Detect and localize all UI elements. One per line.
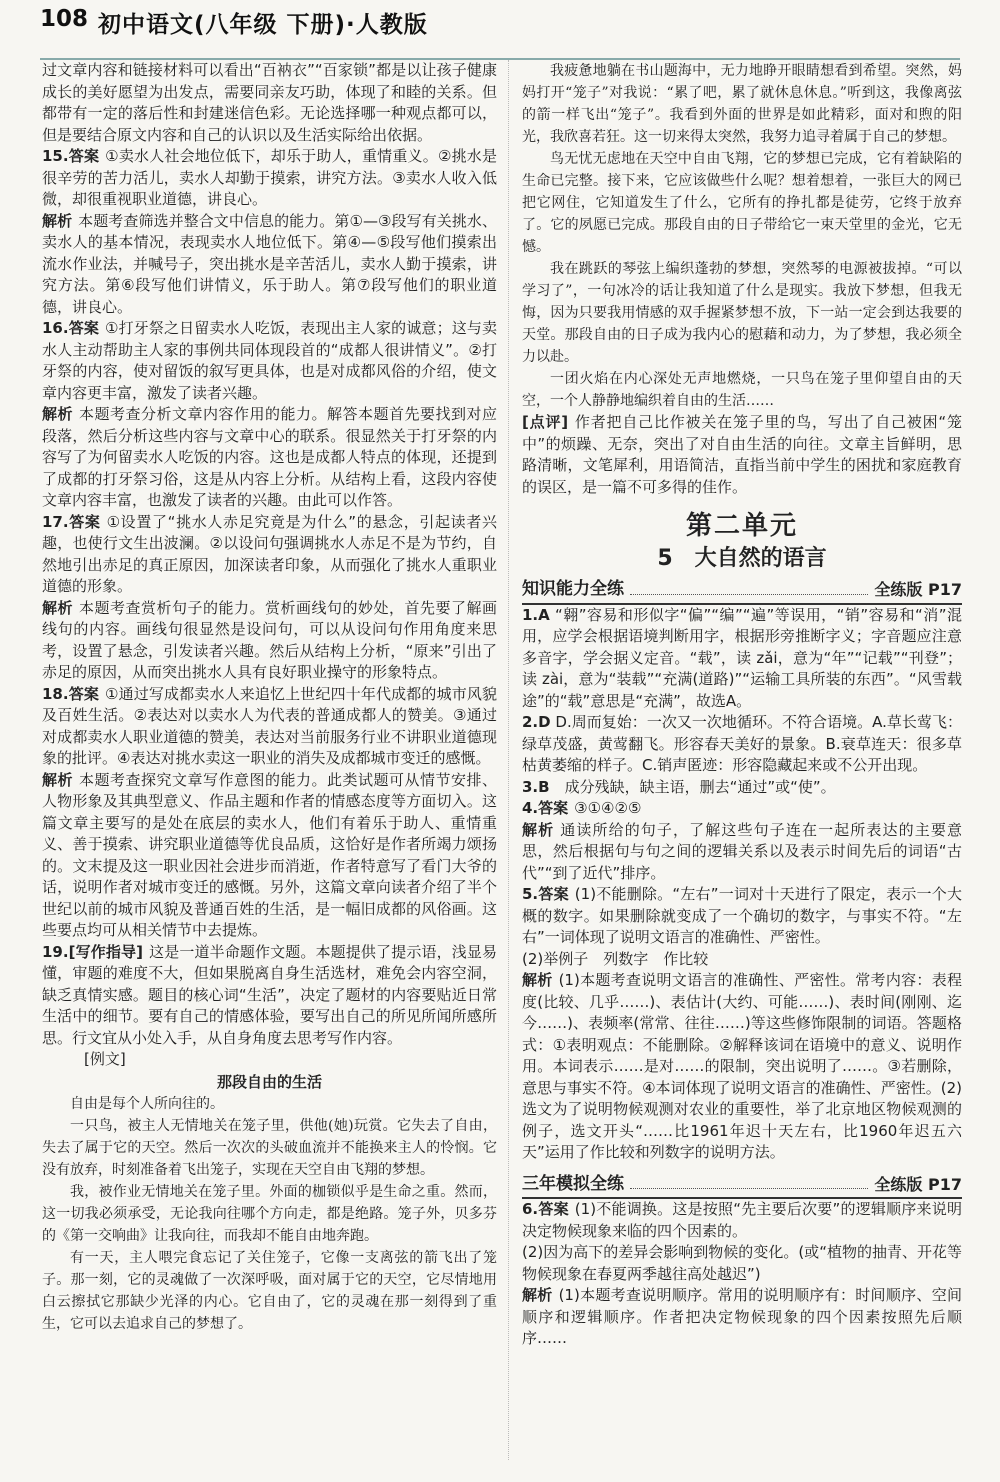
q17-answer [42, 512, 497, 598]
essay-paragraph: 自由是每个人所向往的。 [70, 1095, 224, 1112]
a6-explanation-tag: 解析 [522, 1286, 553, 1304]
lesson-title: 5 大自然的语言 [657, 545, 827, 571]
q16-explanation-text: 本题考查分析文章内容作用的能力。解答本题首先要找到对应段落，然后分析这些内容与文章中心的联系。很显然关于打牙祭的内容写了为何留卖水人吃饭的内容。这也是成都人特点的体现，还提到了成都的打牙祭习俗，这是从内容上分析。从结构上看，这段内容使文章内容丰富，也激发了读者的兴趣。由此可以作答。 [42, 405, 497, 509]
intro-text: 过文章内容和链接材料可以看出“百衲衣”“百家锁”都是以让孩子健康成长的美好愿望为出发点，需要同亲友巧助，体现了和睦的关系。但都带有一定的落后性和封建迷信色彩。无论选择哪一种观点都可以，但是要结合原文内容和自己的认识以及生活实际给出依据。 [42, 61, 497, 144]
q16-answer-tag: 答案 [68, 319, 100, 337]
q18-answer [42, 684, 497, 770]
a6-answer-part2: (2)因为高下的差异会影响到物候的变化。(或“植物的抽青、开花等物候现象在春夏两季越往高处越迟”) [522, 1243, 962, 1283]
q17-answer-tag: 答案 [68, 512, 101, 531]
q19-guidance-tag: [写作指导] [68, 942, 143, 961]
a6-answer [522, 1199, 962, 1242]
a4-explanation-text: 通读所给的句子，了解这些句子连在一起所表达的主要意思，然后根据句与句之间的逻辑关系以及表示时间先后的词语“古代”“到了近代”排序。 [522, 820, 962, 882]
q18-answer-tag: 答案 [68, 684, 100, 703]
q15-number: 15. [42, 147, 69, 165]
q15-answer-tag: 答案 [68, 147, 100, 165]
a5-explanation-text: (1)本题考查说明文语言的准确性、严密性。常考内容：表程度(比较、几乎……)、表估计(大约、可能……)、表时间(刚刚、迄今……)、表频率(常常、往往……)等这些修饰限制的词语。答题格式：①表明观点：不能删除。②解释该词在语境中的意义、说明作用。本词表示……是对……的限制，突出说明了……。③若删除，意思与事实不符。④本词体现了说明文语言的准确性、严密性。(2)选文为了说明物候观测对农业的重要性，举了北京地区物候观测的例子，选文开头“……比1961年迟十天左右，比1960年迟五六天”运用了作比较和列数字的说明方法。 [522, 971, 962, 1161]
section-name: 知识能力全练 [522, 579, 624, 599]
section-header-simulation [522, 1174, 962, 1200]
q18-answer-text: ①通过写成都卖水人来追忆上世纪四十年代成都的城市风貌及百姓生活。②表达对以卖水人为代表的普通成都人的赞美。③通过对成都卖水人职业道德的赞美，表达对当前服务行业不讲职业道德现象的批评。④表达对挑水卖这一职业的消失及成都城市变迁的感慨。 [42, 684, 497, 767]
essay-paragraph: 我，被作业无情地关在笼子里。外面的枷锁似乎是生命之重。然而，这一切我必须承受，无论我向往哪个方向走，都是绝路。笼子外，贝多芬的《第一交响曲》让我向往，而我却不能自由地奔跑。 [42, 1183, 497, 1244]
essay-paragraph: 我疲惫地躺在书山题海中，无力地睁开眼睛想看到希望。突然，妈妈打开“笼子”对我说：“累了吧，累了就休息休息。”听到这，我像离弦的箭一样飞出“笼子”。我看到外面的世界是如此精彩，面对和煦的阳光，我欣喜若狂。这一切来得太突然，我努力追寻着属于自己的梦想。 [522, 63, 962, 145]
essay-paragraph: 鸟无忧无虑地在天空中自由飞翔，它的梦想已完成，它有着缺陷的生命已完整。接下来，它应该做些什么呢？想着想着，一张巨大的网已把它网住，它知道发生了什么，它所有的挣扎都是徒劳，它终于放弃了。它的夙愿已完成。那段自由的日子带给它一束天堂里的金光，它无憾。 [522, 151, 962, 255]
a5-answer [522, 884, 962, 949]
section-name: 三年模拟全练 [522, 1173, 624, 1194]
example-tag: [例文] [84, 1050, 126, 1068]
comment [522, 412, 962, 498]
q16-answer-text: ①打牙祭之日留卖水人吃饭，表现出主人家的诚意；这与卖水人主动帮助主人家的事例共同体现段首的“成都人很讲情义”。②打牙祭的内容，使对留饭的叙写更具体，也是对成都风俗的介绍，使文章内容更丰富，激发了读者兴趣。 [42, 319, 497, 402]
q16-answer [42, 318, 497, 404]
q17-explanation-text: 本题考查赏析句子的能力。赏析画线句的妙处，首先要了解画线句的内容。画线句很显然是设问句，可以从设问句作用角度来思考，设置了悬念，引发读者兴趣。然后从结构上分析，“原来”引出了赤足的原因，从而突出挑水人具有良好职业操守的形象特点。 [42, 598, 497, 681]
a4-answer [522, 798, 962, 820]
q18-number: 18. [42, 684, 69, 703]
q17-answer-text: ①设置了“挑水人赤足究竟是为什么”的悬念，引起读者兴趣，也使行文生出波澜。②以设问句强调挑水人赤足不是为节约，自然地引出赤足的真正原因，加深读者印象，从而强化了挑水人重职业道德的形象。 [42, 512, 497, 595]
q18-explanation [42, 770, 497, 942]
q19-guidance-text: 这是一道半命题作文题。本题提供了提示语，浅显易懂，审题的难度不大，但如果脱离自身生活选材，难免会内容空洞，缺乏真情实感。题目的核心词“生活”，决定了题材的内容要贴近日常生活中的细节。要有自己的情感体验，要写出自己的所见所闻所感所思。行文宜从小处入手，从自身角度去思考写作内容。 [42, 942, 497, 1047]
comment-tag: [点评] [522, 413, 569, 431]
q17-number: 17. [42, 512, 69, 531]
essay-title: 那段自由的生活 [216, 1072, 322, 1091]
a5-answer-text: (1)不能删除。“左右”一词对十天进行了限定，表示一个大概的数字。如果删除就变成了一个确切的数字，与事实不符。“左右”一词体现了说明文语言的准确性、严密性。 [522, 885, 962, 946]
q18-explanation-text: 本题考查探究文章写作意图的能力。此类试题可从情节安排、人物形象及其典型意义、作品主题和作者的情感态度等方面切入。这篇文章主要写的是处在底层的卖水人，他们有着乐于助人、重情重义、善于摸索、讲究职业道德等优良品质，这恰好是作者所竭力颂扬的。文末提及这一职业因社会进步而消逝，作者特意写了看门大爷的话，说明作者对城市变迁的感慨。另外，这篇文章向读者介绍了半个世纪以前的城市风貌及普通百姓的生活，是一幅旧成都的风俗画。这些要点均可从相关情节中去提炼。 [42, 770, 497, 939]
essay-paragraph: 一只鸟，被主人无情地关在笼子里，供他(她)玩赏。它失去了自由，失去了属于它的天空。然后一次次的头破血流并不能换来主人的怜悯。它没有放弃，时刻准备着飞出笼子，实现在天空自由飞翔的梦想。 [42, 1117, 497, 1178]
a6-answer-text: (1)不能调换。这是按照“先主要后次要”的逻辑顺序来说明决定物候现象来临的四个因素的。 [522, 1200, 962, 1240]
a2-number: 2.D [522, 713, 551, 731]
q15-explanation-text: 本题考查筛选并整合文中信息的能力。第①—③段写有关挑水、卖水人的基本情况，表现卖水人地位低下。第④—⑤段写他们摸索出流水作业法，并喊号子，突出挑水是辛苦活儿，卖水人勤于摸索，讲究方法。第⑥段写他们讲情义，乐于助人。第⑦段写他们的职业道德，讲良心。 [42, 211, 497, 316]
a5-explanation-tag: 解析 [522, 971, 553, 989]
right-column [522, 60, 962, 1350]
a1 [522, 605, 962, 713]
section-ref: 全练版 P17 [874, 1174, 962, 1194]
column-divider [508, 60, 510, 1460]
section-header-knowledge [522, 579, 962, 605]
comment-text: 作者把自己比作被关在笼子里的鸟，写出了自己被困“笼中”的烦躁、无奈，突出了对自由生活的向往。文章主旨鲜明，思路清晰，文笔犀利，用语简洁，直指当前中学生的困扰和家庭教育的误区，是一篇不可多得的佳作。 [522, 413, 962, 496]
a4-answer-tag: 答案 [538, 799, 569, 817]
section-ref: 全练版 P17 [874, 580, 962, 599]
a5-answer-tag: 答案 [538, 885, 569, 903]
section-dots [630, 1174, 868, 1190]
a6-answer-tag: 答案 [538, 1200, 569, 1218]
a2 [522, 712, 962, 777]
a4-number: 4. [522, 799, 539, 817]
a3-text: 成分残缺，缺主语，删去“通过”或“使”。 [564, 777, 836, 796]
example-essay [42, 1071, 497, 1335]
a5-number: 5. [522, 885, 539, 903]
q19-guidance [42, 942, 497, 1050]
a4-explanation [522, 820, 962, 885]
a4-explanation-tag: 解析 [522, 820, 555, 839]
left-column [42, 60, 497, 1335]
a6-explanation [522, 1285, 962, 1350]
q18-explanation-tag: 解析 [42, 770, 73, 789]
q19-number: 19. [42, 942, 69, 961]
q15-explanation-tag: 解析 [42, 211, 73, 230]
q16-explanation-tag: 解析 [42, 405, 73, 423]
page-number: 108 [40, 6, 89, 32]
a4-answer-text: ③①④②⑤ [574, 799, 642, 817]
a2-text: D.周而复始：一次又一次地循环。不符合语境。A.草长莺飞：绿草茂盛，黄莺翻飞。形容春天美好的景象。B.衰草连天：很多草枯黄萎缩的样子。C.销声匿迹：形容隐藏起来或不公开出现。 [522, 713, 962, 774]
q17-explanation [42, 598, 497, 684]
book-title: 初中语文(八年级 下册)·人教版 [98, 12, 428, 38]
a3 [522, 777, 962, 799]
a5-explanation [522, 970, 962, 1164]
q15-answer [42, 146, 497, 211]
page-header [40, 6, 960, 66]
q16-number: 16. [42, 319, 69, 337]
example-essay-continued [522, 60, 962, 412]
q15-explanation [42, 211, 497, 319]
a3-number: 3.B [522, 777, 550, 796]
q16-explanation [42, 404, 497, 512]
essay-paragraph: 一团火焰在内心深处无声地燃烧，一只鸟在笼子里仰望自由的天空，一个人静静地编织着自由的生活…… [522, 371, 962, 409]
unit-title: 第二单元 [685, 511, 798, 541]
essay-paragraph: 我在跳跃的琴弦上编织蓬勃的梦想，突然琴的电源被拔掉。“可以学习了”，一句冰冷的话让我知道了什么是现实。我放下梦想，但我无悔，因为只要我用情感的双手握紧梦想不放，下一站一定会到达我要的天堂。那段自由的日子成为我内心的慰藉和动力，为了梦想，我必须全力以赴。 [522, 261, 962, 365]
q15-answer-text: ①卖水人社会地位低下，却乐于助人，重情重义。②挑水是很辛劳的苦力活儿，卖水人却勤于摸索，讲究方法。③卖水人收入低微，却很重视职业道德，讲良心。 [42, 147, 497, 208]
a5-answer-part2: (2)举例子 列数字 作比较 [522, 949, 709, 968]
essay-paragraph: 有一天，主人喂完食忘记了关住笼子，它像一支离弦的箭飞出了笼子。那一刻，它的灵魂做了一次深呼吸，面对属于它的天空，它尽情地用白云擦拭它那缺少光泽的内心。它自由了，它的灵魂在那一刻得到了重生，它可以去追求自己的梦想了。 [42, 1249, 497, 1332]
a6-number: 6. [522, 1200, 539, 1218]
a1-number: 1.A [522, 605, 550, 624]
section-dots [630, 579, 868, 595]
q17-explanation-tag: 解析 [42, 598, 73, 617]
a1-text: “翱”容易和形似字“偏”“编”“遍”等误用，“销”容易和“消”混用，应学会根据语境判断用字，根据形旁推断字义；字音题应注意多音字，学会据义定音。“载”，读 zǎi，意为“年”“记载”“刊登”；读 zài，意为“装载”“充满(道路)”“运输工具所装的东西”。“风雪载途”的“载”意思是“充满”，故选A。 [522, 605, 962, 710]
a6-explanation-text: (1)本题考查说明顺序。常用的说明顺序有：时间顺序、空间顺序和逻辑顺序。作者把决定物候现象的四个因素按照先后顺序…… [522, 1286, 962, 1347]
